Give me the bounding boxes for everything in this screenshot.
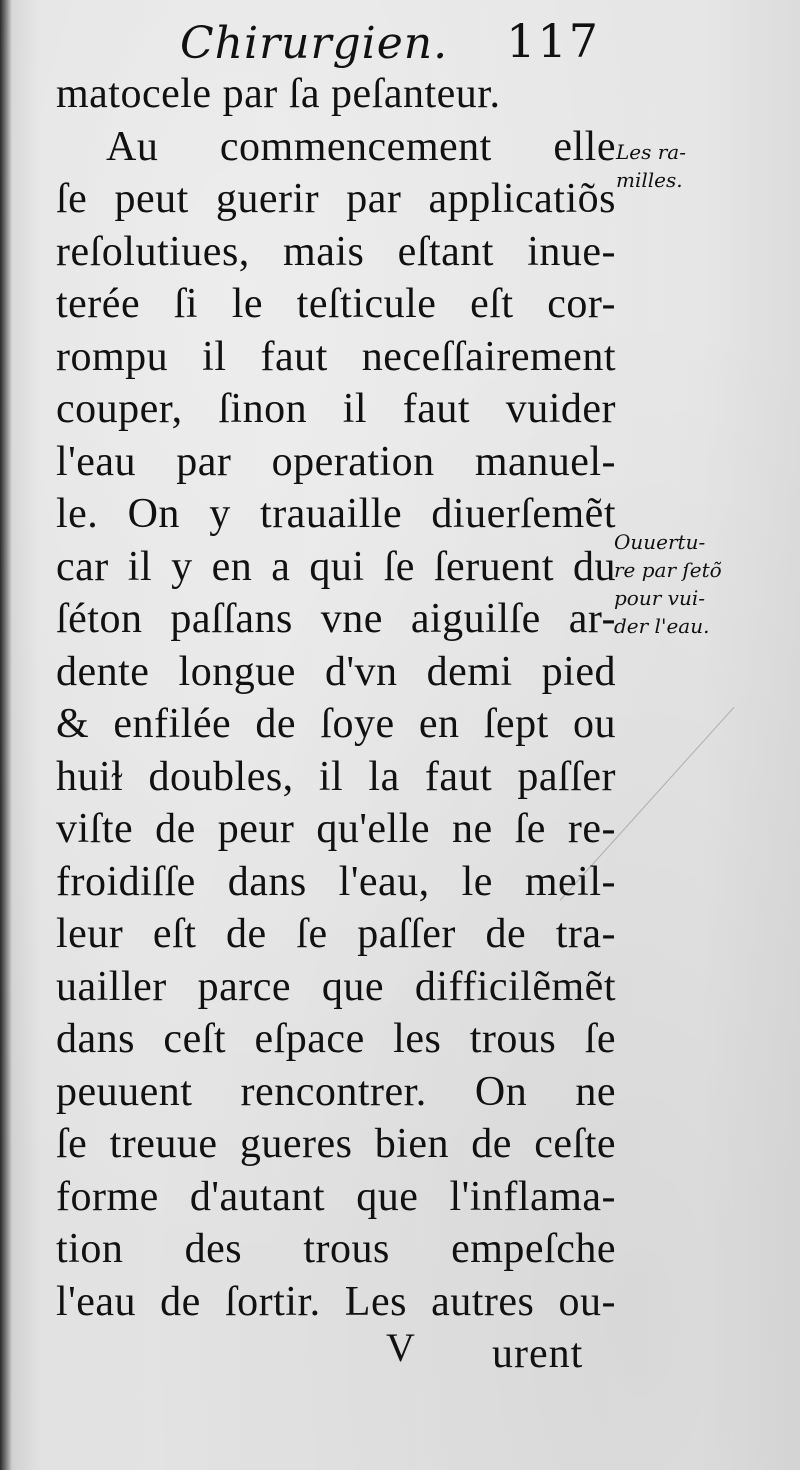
catchword: urent — [492, 1331, 584, 1377]
text-line: l'eau par operation manuel- — [56, 438, 616, 485]
text-line: tion des trous empeſche — [56, 1226, 616, 1272]
text-line: rompu il faut neceſſairement — [56, 333, 616, 380]
margin-note-line: der l'eau. — [614, 614, 710, 638]
text-line: Au commencement elle — [106, 123, 616, 170]
running-title: Chirurgien. — [180, 18, 449, 69]
margin-note-line: milles. — [616, 168, 683, 192]
text-line: car il y en a qui ſe ſeruent du — [56, 543, 616, 590]
margin-note-ouverture — [614, 528, 722, 640]
text-line: l'eau de ſortir. Les autres ou- — [56, 1278, 616, 1325]
text-line: ſe peut guerir par applicatiõs — [56, 176, 616, 222]
text-line: forme d'autant que l'inflama- — [56, 1173, 616, 1220]
text-line: dente longue d'vn demi pied — [56, 648, 616, 695]
text-line: uailler parce que difficilẽmẽt — [56, 963, 616, 1010]
text-line: couper, ſinon il faut vuider — [56, 386, 616, 432]
margin-note-line: Les ra- — [616, 140, 686, 164]
text-line: froidiſſe dans l'eau, le meil- — [56, 858, 616, 905]
text-line: viſte de peur qu'elle ne ſe re- — [56, 806, 616, 852]
text-line: terée ſi le teſticule eſt cor- — [56, 281, 616, 327]
text-line: le. On y trauaille diuerſemẽt — [56, 491, 616, 537]
text-line: ſe treuue gueres bien de ceſte — [56, 1121, 616, 1167]
page-number: 117 — [506, 14, 600, 68]
text-line: reſolutiues, mais eſtant inue- — [56, 228, 616, 275]
text-line: dans ceſt eſpace les trous ſe — [56, 1016, 616, 1062]
running-head — [180, 14, 600, 74]
margin-note-line: Ouuertu- — [614, 530, 706, 554]
text-line: matocele par ſa peſanteur. — [56, 71, 501, 117]
binding-shadow — [0, 0, 12, 1470]
margin-note-line: pour vui- — [614, 586, 705, 610]
margin-note-line: re par ſetõ — [614, 558, 722, 582]
signature-mark: V — [386, 1325, 415, 1370]
text-line: huiɫ doubles, il la faut paſſer — [56, 753, 616, 800]
text-line: ſéton paſſans vne aiguilſe ar- — [56, 596, 616, 642]
text-line: & enfilée de ſoye en ſept ou — [56, 701, 616, 747]
text-line: leur eſt de ſe paſſer de tra- — [56, 911, 616, 957]
body-text — [56, 68, 616, 1328]
margin-note-ramilles — [616, 138, 686, 194]
text-line: peuuent rencontrer. On ne — [56, 1068, 616, 1115]
